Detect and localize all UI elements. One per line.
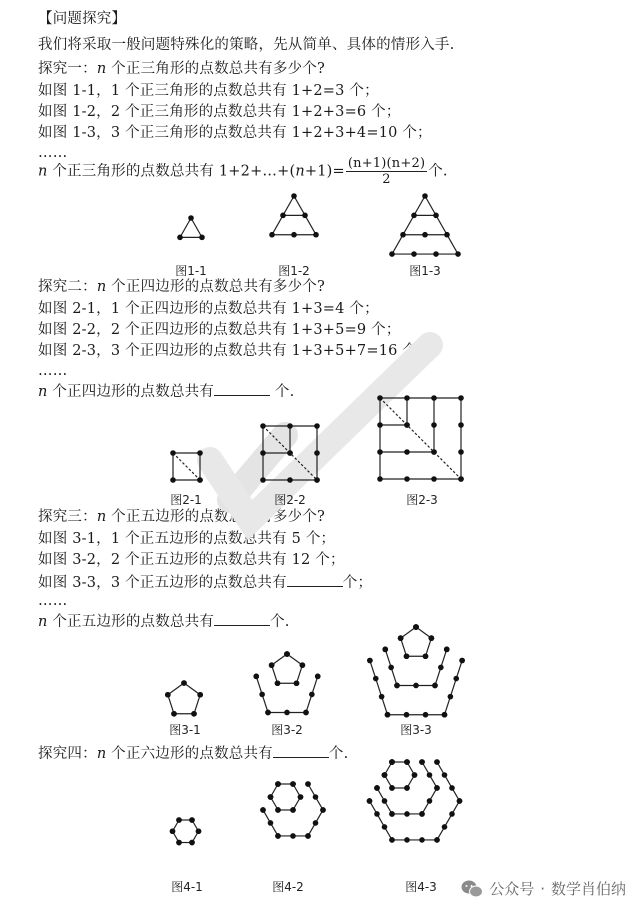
sec3-ellipsis: …… xyxy=(38,593,68,609)
fig-caption: 图2-3 xyxy=(406,493,438,507)
fig-caption: 图2-2 xyxy=(274,493,306,507)
formula-fraction: $\frac{(n+1)(n+2)}{2}$ xyxy=(347,156,426,187)
sec2-ellipsis: …… xyxy=(38,363,68,379)
fig-caption: 图1-3 xyxy=(409,264,441,278)
fig-caption: 图1-1 xyxy=(175,264,207,278)
fig-caption: 图3-3 xyxy=(400,723,432,737)
sec1-ellipsis: …… xyxy=(38,145,68,161)
sec3-title: 探究三：n 个正五边形的点数总共有多少个? xyxy=(38,509,325,525)
sec2-line-2: 如图 2-2，2 个正四边形的点数总共有 1+3+5=9 个； xyxy=(38,322,401,338)
sec3-line-1: 如图 3-1，1 个正五边形的点数总共有 5 个； xyxy=(38,531,336,547)
fig-caption: 图1-2 xyxy=(278,264,310,278)
footer-attribution xyxy=(461,878,626,899)
sec1-title: 探究一：n 个正三角形的点数总共有多少个? xyxy=(38,61,325,77)
fig-caption: 图4-3 xyxy=(405,880,437,894)
fig-caption: 图2-1 xyxy=(170,493,202,507)
fig-caption: 图3-2 xyxy=(271,723,303,737)
sec1-line-2: 如图 1-2，2 个正三角形的点数总共有 1+2+3=6 个； xyxy=(38,104,401,120)
sec4-title: 探究四：n 个正六边形的点数总共有 个. xyxy=(38,743,348,763)
fig-caption: 图4-2 xyxy=(272,880,304,894)
wechat-icon xyxy=(461,880,483,898)
fig-caption: 图3-1 xyxy=(169,723,201,737)
sec2-title: 探究二：n 个正四边形的点数总共有多少个? xyxy=(38,279,325,295)
footer-account: 数学肖伯纳 xyxy=(550,880,626,898)
intro-text: 我们将采取一般问题特殊化的策略，先从简单、具体的情形入手. xyxy=(38,37,455,53)
sec2-line-3: 如图 2-3，3 个正四边形的点数总共有 1+3+5+7=16 个； xyxy=(38,343,432,359)
footer-label: 公众号 xyxy=(489,880,535,898)
section-heading: 【问题探究】 xyxy=(38,11,127,27)
sec2-summary: n 个正四边形的点数总共有 个. xyxy=(38,381,294,401)
sec1-line-3: 如图 1-3，3 个正三角形的点数总共有 1+2+3+4=10 个； xyxy=(38,125,432,141)
sec1-line-1: 如图 1-1，1 个正三角形的点数总共有 1+2=3 个； xyxy=(38,83,379,99)
sec1-summary: n 个正三角形的点数总共有 1+2+…+(n+1)= $\frac{(n+1)(n+2)}{2}$ 个. xyxy=(38,156,448,187)
sec2-line-1: 如图 2-1，1 个正四边形的点数总共有 1+3=4 个； xyxy=(38,301,379,317)
sec3-summary: n 个正五边形的点数总共有 个. xyxy=(38,611,290,631)
fig-caption: 图4-1 xyxy=(171,880,203,894)
footer-separator: · xyxy=(540,879,545,898)
sec3-line-3: 如图 3-3，3 个正五边形的点数总共有 个； xyxy=(38,572,372,592)
sec3-line-2: 如图 3-2，2 个正五边形的点数总共有 12 个； xyxy=(38,552,345,568)
